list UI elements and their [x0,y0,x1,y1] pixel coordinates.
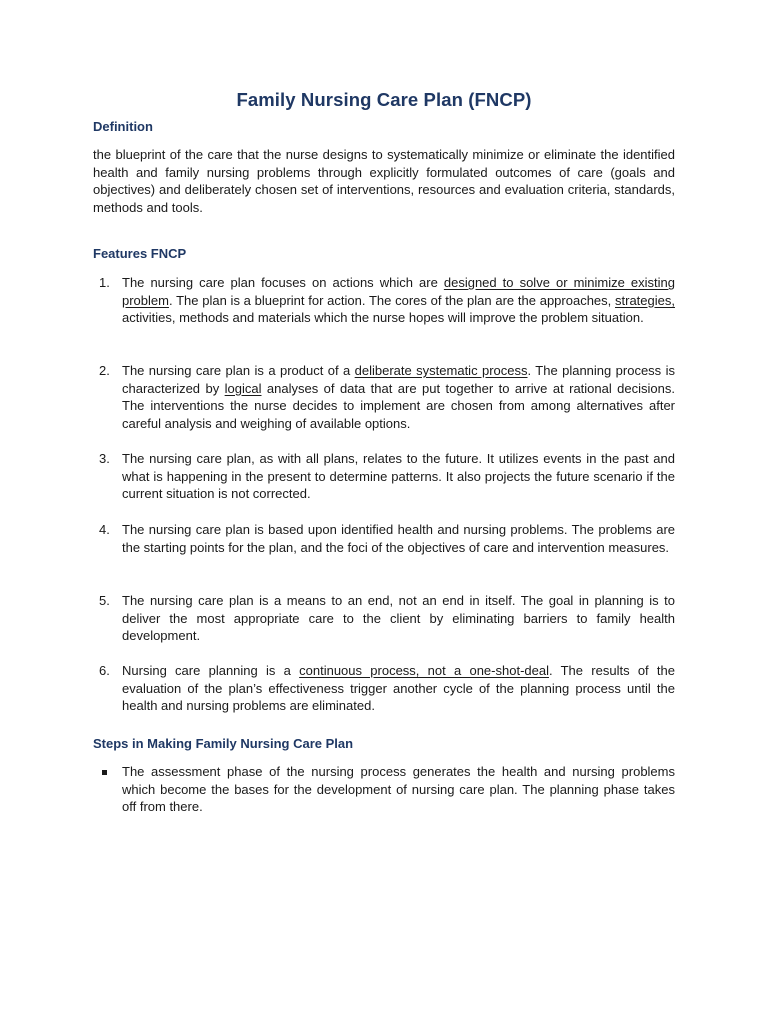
feature-text: The nursing care plan is a product of a deliberate systematic process. The planning process is characterized by logical analyses of data that are put together to arrive at rational decisions. The interventions the nurse decides to implement are chosen from among alternatives after careful analysis and weighing of available options. [122,363,675,431]
feature-text: The nursing care plan focuses on actions which are designed to solve or minimize existing problem. The plan is a blueprint for action. The cores of the plan are the approaches, strategies, activities, methods and materials which the nurse hopes will improve the problem situation. [122,275,676,326]
underlined-phrase: deliberate systematic process [354,363,528,378]
feature-number: 2. [99,363,110,378]
feature-number: 1. [99,275,110,290]
definition-heading: Definition [93,119,153,134]
step-text: The assessment phase of the nursing process generates the health and nursing problems which become the bases for the development of nursing care plan. The planning phase takes off from there. [122,764,675,815]
steps-heading: Steps in Making Family Nursing Care Plan [93,736,354,751]
feature-number: 5. [99,593,110,608]
underlined-phrase: designed to solve or minimize existing problem [122,275,676,308]
features-heading: Features FNCP [93,246,187,261]
feature-text: The nursing care plan is a means to an end, not an end in itself. The goal in planning is to deliver the most appropriate care to the client by eliminating barriers to family health development. [122,593,675,644]
document-title: Family Nursing Care Plan (FNCP) [236,89,532,110]
feature-number: 6. [99,663,110,678]
feature-number: 3. [99,451,110,466]
underlined-phrase: continuous process, not a one-shot-deal [299,663,549,678]
feature-text: Nursing care planning is a continuous process, not a one-shot-deal. The results of the evaluation of the plan’s effectiveness trigger another cycle of the planning process until the health and nursing problems are eliminated. [122,663,675,714]
underlined-phrase: strategies, [615,292,675,308]
feature-text: The nursing care plan is based upon identified health and nursing problems. The problems are the starting points for the plan, and the foci of the objectives of care and intervention measures. [122,522,675,555]
feature-text: The nursing care plan, as with all plans, relates to the future. It utilizes events in the past and what is happening in the present to determine patterns. It also projects the future scenario if the current situation is not corrected. [122,451,675,502]
feature-number: 4. [99,522,110,537]
square-bullet-icon [102,770,107,775]
underlined-phrase: logical [224,380,262,396]
definition-text: the blueprint of the care that the nurse designs to systematically minimize or eliminate the identified health and family nursing problems through explicitly formulated outcomes of care (goals and objectives) and deliberately chosen set of interventions, resources and evaluation criteria, standards, methods and tools. [93,147,675,215]
